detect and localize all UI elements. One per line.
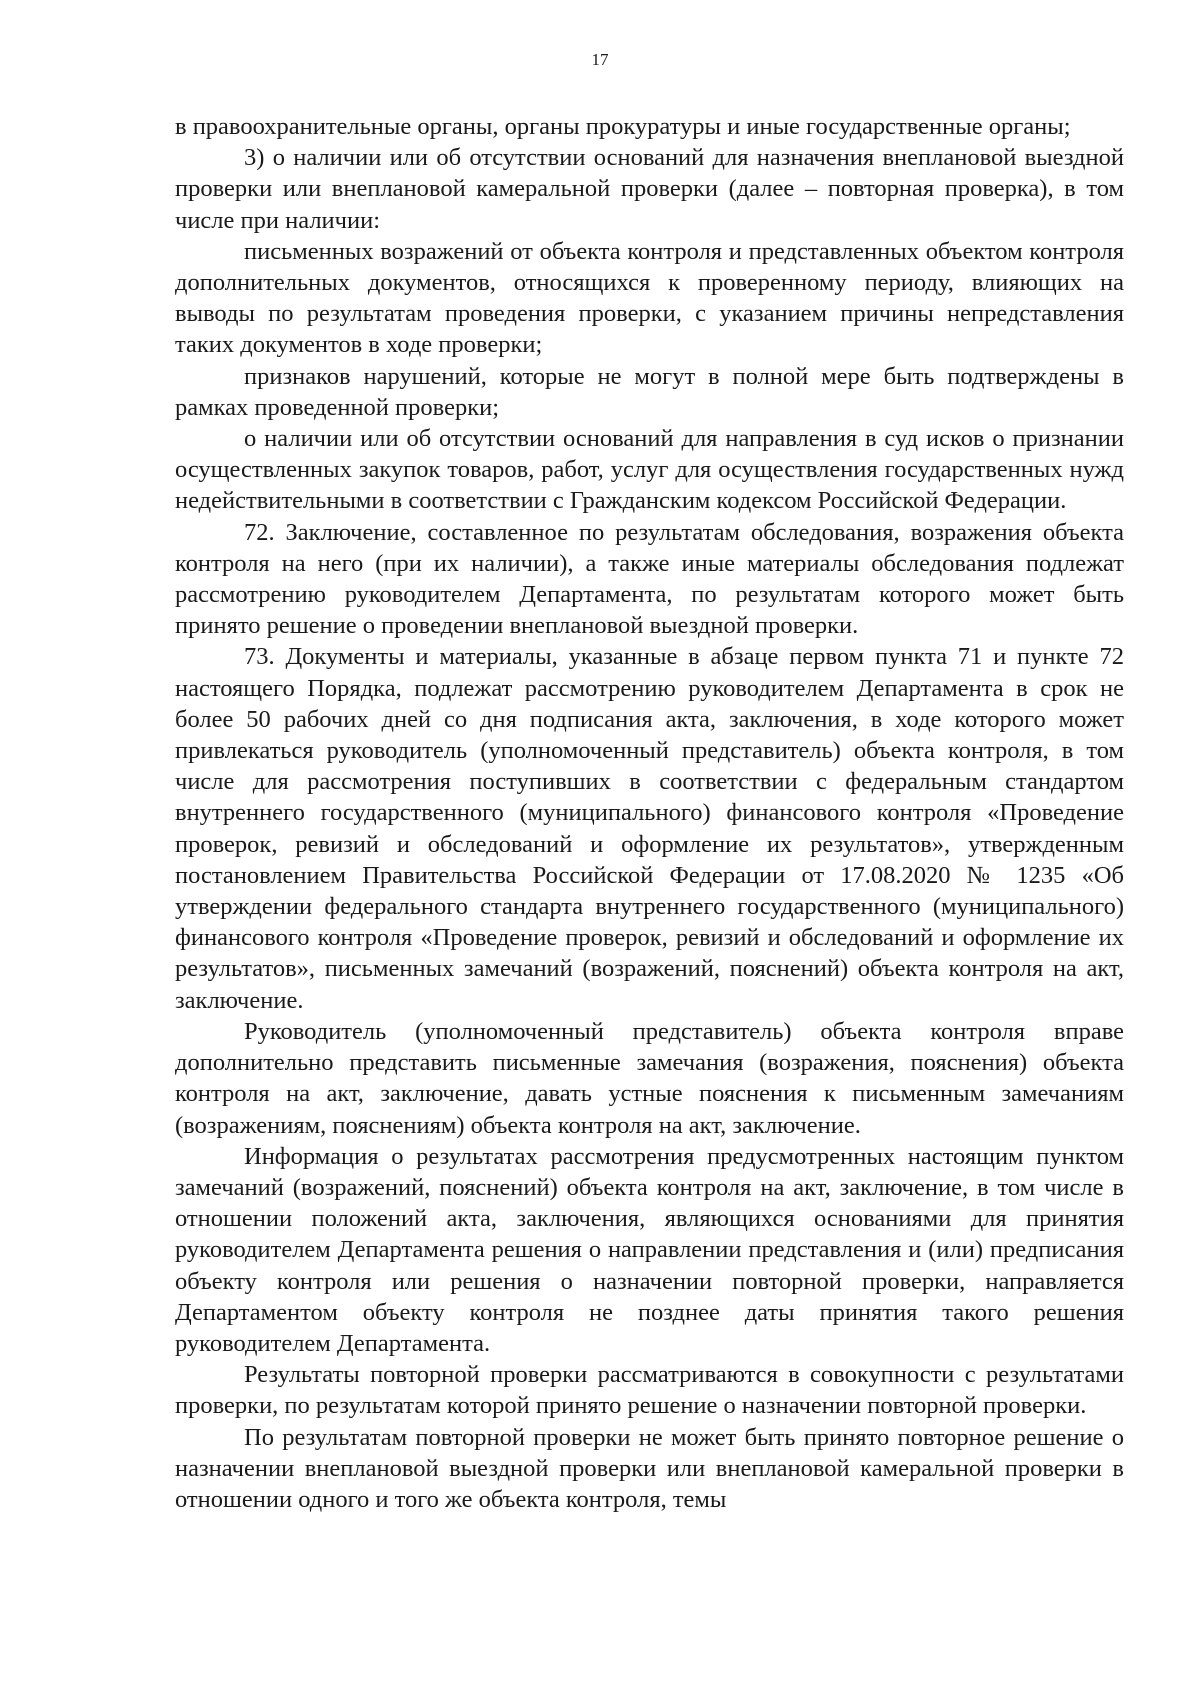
paragraph: Руководитель (уполномоченный представитель) объекта контроля вправе дополнительно представить письменные замечания (возражения, пояснения) объекта контроля на акт, заключение, давать устные пояснения к письменным замечаниям (возражениям, пояснениям) объекта контроля на акт, заключение. [175,1017,1124,1139]
paragraph: 72. Заключение, составленное по результатам обследования, возражения объекта контроля на него (при их наличии), а также иные материалы обследования подлежат рассмотрению руководителем Департамента, по результатам которого может быть принято решение о проведении внеплановой выездной проверки. [175,518,1124,640]
paragraph: По результатам повторной проверки не может быть принято повторное решение о назначении внеплановой выездной проверки или внеплановой камеральной проверки в отношении одного и того же объекта контроля, темы [175,1423,1124,1513]
paragraph: в правоохранительные органы, органы прокуратуры и иные государственные органы; [175,113,1071,140]
paragraph: 73. Документы и материалы, указанные в абзаце первом пункта 71 и пункте 72 настоящего Порядка, подлежат рассмотрению руководителем Департамента в срок не более 50 рабочих дней со дня подписания акта, заключения, в ходе которого может привлекаться руководитель (уполномоченный представитель) объекта контроля, в том числе для рассмотрения поступивших в соответствии с федеральным стандартом внутреннего государственного (муниципального) финансового контроля «Проведение проверок, ревизий и обследований и оформление их результатов», утвержденным постановлением Правительства Российской Федерации от 17.08.2020 № 1235 «Об утверждении федерального стандарта внутреннего государственного (муниципального) финансового контроля «Проведение проверок, ревизий и обследований и оформление их результатов», письменных замечаний (возражений, пояснений) объекта контроля на акт, заключение. [175,643,1124,1014]
document-body [175,111,1124,1515]
paragraph: письменных возражений от объекта контроля и представленных объектом контроля дополнительных документов, относящихся к проверенному периоду, влияющих на выводы по результатам проведения проверки, с указанием причины непредставления таких документов в ходе проверки; [175,237,1124,359]
paragraph: Информация о результатах рассмотрения предусмотренных настоящим пунктом замечаний (возражений, пояснений) объекта контроля на акт, заключение, в том числе в отношении положений акта, заключения, являющихся основаниями для принятия руководителем Департамента решения о направлении представления и (или) предписания объекту контроля или решения о назначении повторной проверки, направляется Департаментом объекту контроля не позднее даты принятия такого решения руководителем Департамента. [175,1142,1124,1357]
paragraph: 3) о наличии или об отсутствии оснований для назначения внеплановой выездной проверки или внеплановой камеральной проверки (далее – повторная проверка), в том числе при наличии: [175,144,1124,234]
paragraph: о наличии или об отсутствии оснований для направления в суд исков о признании осуществленных закупок товаров, работ, услуг для осуществления государственных нужд недействительными в соответствии с Гражданским кодексом Российской Федерации. [175,425,1124,515]
paragraph: признаков нарушений, которые не могут в полной мере быть подтверждены в рамках проведенной проверки; [175,362,1124,421]
paragraph: Результаты повторной проверки рассматриваются в совокупности с результатами проверки, по результатам которой принято решение о назначении повторной проверки. [175,1361,1124,1420]
page-number: 17 [591,50,609,69]
